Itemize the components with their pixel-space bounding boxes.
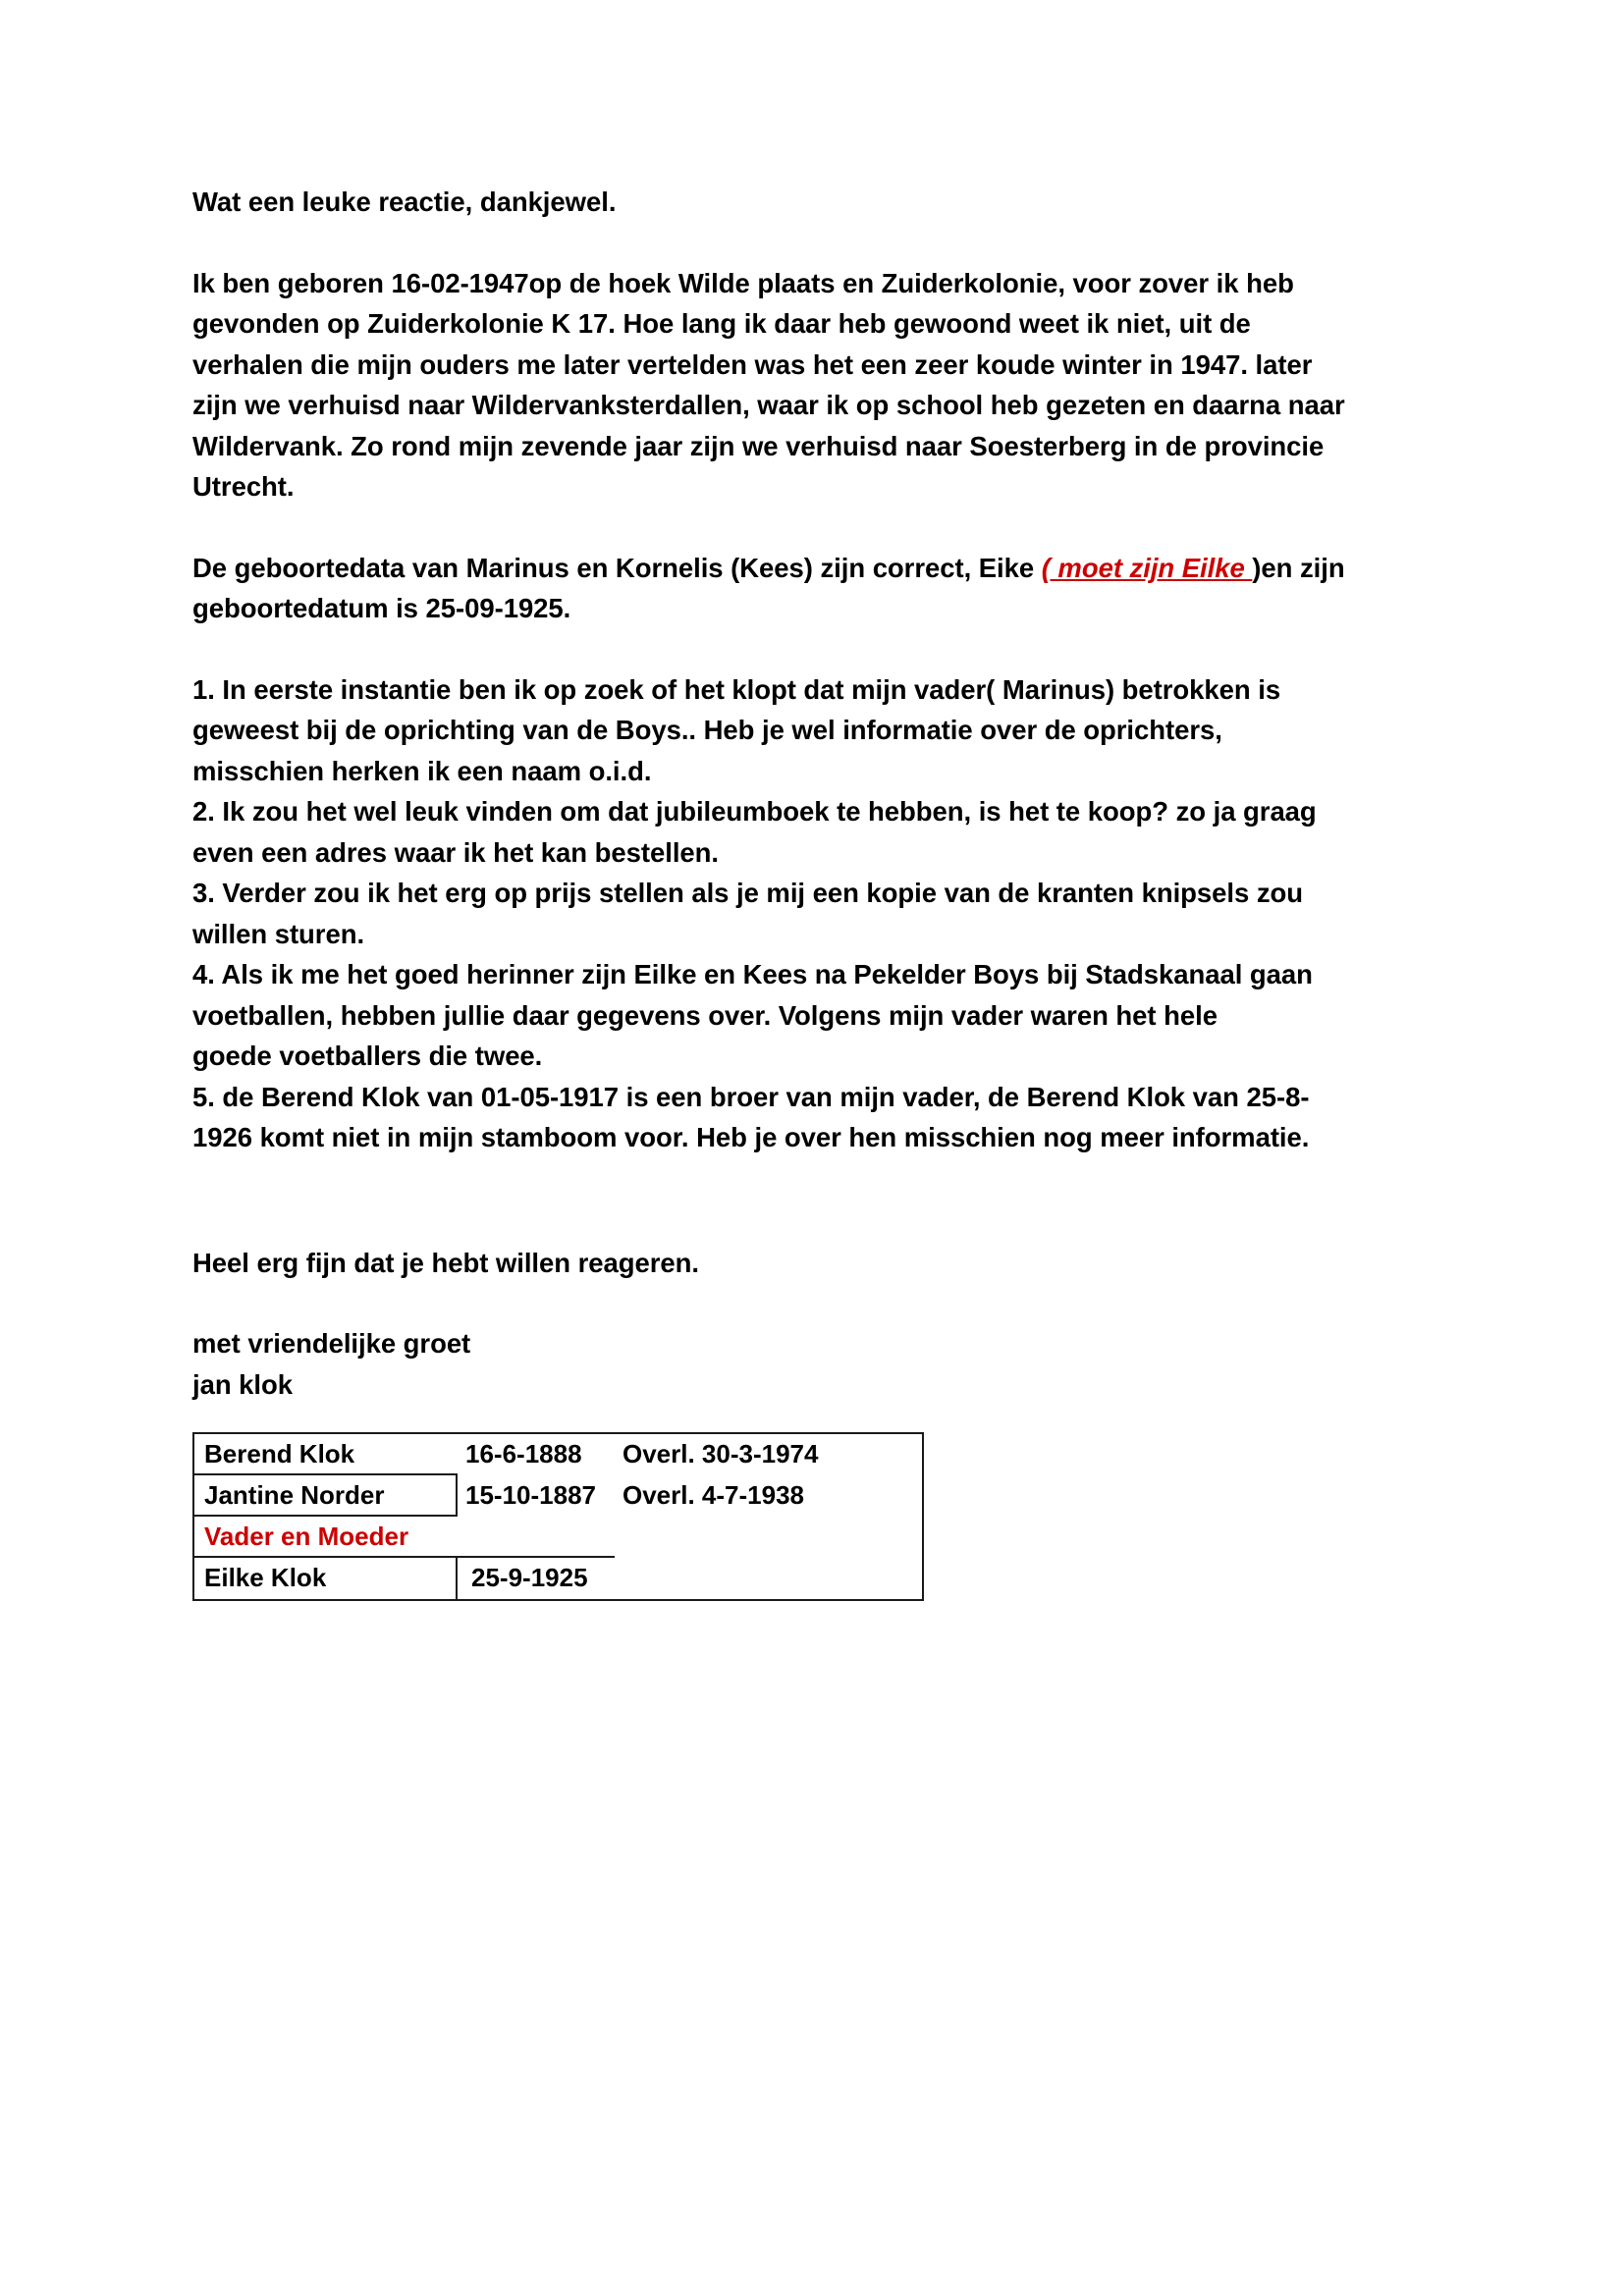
table-cell-death-date: Overl. 4-7-1938 — [623, 1480, 805, 1510]
list-item-2-line-2: even een adres waar ik het kan bestellen. — [192, 836, 719, 868]
table-cell-birth-date: 16-6-1888 — [465, 1439, 582, 1468]
signoff-name: jan klok — [192, 1368, 293, 1400]
list-item-2-line-1: 2. Ik zou het wel leuk vinden om dat jubileumboek te hebben, is het te koop? zo ja graag — [192, 796, 1317, 827]
letter-body — [192, 182, 1459, 1405]
list-item-4-line-3: goede voetballers die twee. — [192, 1041, 543, 1071]
table-row — [194, 1517, 922, 1558]
paragraph-dates-line-2: geboortedatum is 25-09-1925. — [192, 593, 571, 623]
table-cell-birth-date: 25-9-1925 — [471, 1563, 588, 1592]
dates-text-before-correction: De geboortedata van Marinus en Kornelis (Kees) zijn correct, Eike — [192, 552, 1042, 583]
table-row — [194, 1558, 922, 1599]
paragraph-dates-line-1 — [192, 548, 1459, 589]
signature-block — [192, 1323, 1459, 1405]
numbered-question-list — [192, 669, 1459, 1158]
list-item-4 — [192, 954, 1459, 1077]
list-item-4-line-1: 4. Als ik me het goed herinner zijn Eilke en Kees na Pekelder Boys bij Stadskanaal gaan — [192, 959, 1313, 989]
list-item-5-line-1: 5. de Berend Klok van 01-05-1917 is een broer van mijn vader, de Berend Klok van 25-8- — [192, 1081, 1310, 1112]
table-row — [194, 1475, 922, 1517]
genealogy-table — [192, 1432, 924, 1601]
table-cell-name: Eilke Klok — [194, 1558, 458, 1599]
dates-text-after-correction: )en zijn — [1252, 552, 1345, 583]
paragraph-spacer — [192, 223, 1459, 263]
paragraph-spacer — [192, 629, 1459, 669]
table-cell-death-date: Overl. 30-3-1974 — [623, 1439, 819, 1468]
paragraph-birth-line-3: verhalen die mijn ouders me later vertelden was het een zeer koude winter in 1947. later — [192, 348, 1313, 380]
list-item-1-line-2: geweest bij de oprichting van de Boys.. Heb je wel informatie over de oprichters, — [192, 715, 1222, 745]
paragraph-spacer — [192, 507, 1459, 548]
signoff-greeting: met vriendelijke groet — [192, 1328, 471, 1359]
paragraph-spacer — [192, 1283, 1459, 1323]
table-cell-name: Jantine Norder — [194, 1475, 458, 1517]
list-item-4-line-2: voetballen, hebben jullie daar gegevens over. Volgens mijn vader waren het hele — [192, 999, 1218, 1031]
list-item-5-line-2: 1926 komt niet in mijn stamboom voor. Heb je over hen misschien nog meer informatie. — [192, 1122, 1310, 1152]
list-item-3-line-2: willen sturen. — [192, 918, 365, 949]
list-item-3-line-1: 3. Verder zou ik het erg op prijs stellen als je mij een kopie van de kranten knipsels zou — [192, 878, 1304, 908]
table-row — [194, 1434, 922, 1475]
table-cell-parents-label: Vader en Moeder — [194, 1517, 615, 1558]
list-item-1-line-3: misschien herken ik een naam o.i.d. — [192, 755, 652, 786]
list-item-1-line-1: 1. In eerste instantie ben ik op zoek of het klopt dat mijn vader( Marinus) betrokken is — [192, 673, 1281, 705]
list-item-5 — [192, 1077, 1459, 1158]
closing-line: Heel erg fijn dat je hebt willen reageren. — [192, 1247, 699, 1278]
paragraph-birth-line-2: gevonden op Zuiderkolonie K 17. Hoe lang ik daar heb gewoond weet ik niet, uit de — [192, 308, 1251, 339]
name-correction-annotation: ( moet zijn Eilke — [1041, 552, 1253, 583]
paragraph-birth-line-4: zijn we verhuisd naar Wildervanksterdallen, waar ik op school heb gezeten en daarna naar — [192, 390, 1345, 420]
greeting-line: Wat een leuke reactie, dankjewel. — [192, 187, 617, 217]
table-cell-name: Berend Klok — [194, 1434, 458, 1475]
paragraph-birth-line-6: Utrecht. — [192, 471, 295, 502]
paragraph-birth — [192, 263, 1459, 507]
paragraph-dates — [192, 548, 1459, 629]
paragraph-birth-line-1: Ik ben geboren 16-02-1947op de hoek Wilde plaats en Zuiderkolonie, voor zover ik heb — [192, 267, 1294, 298]
list-item-2 — [192, 791, 1459, 873]
list-item-1 — [192, 669, 1459, 792]
closing-spacer — [192, 1158, 1459, 1243]
list-item-3 — [192, 873, 1459, 954]
table-cell-birth-date: 15-10-1887 — [465, 1480, 596, 1510]
paragraph-birth-line-5: Wildervank. Zo rond mijn zevende jaar zijn we verhuisd naar Soesterberg in de provincie — [192, 430, 1325, 461]
